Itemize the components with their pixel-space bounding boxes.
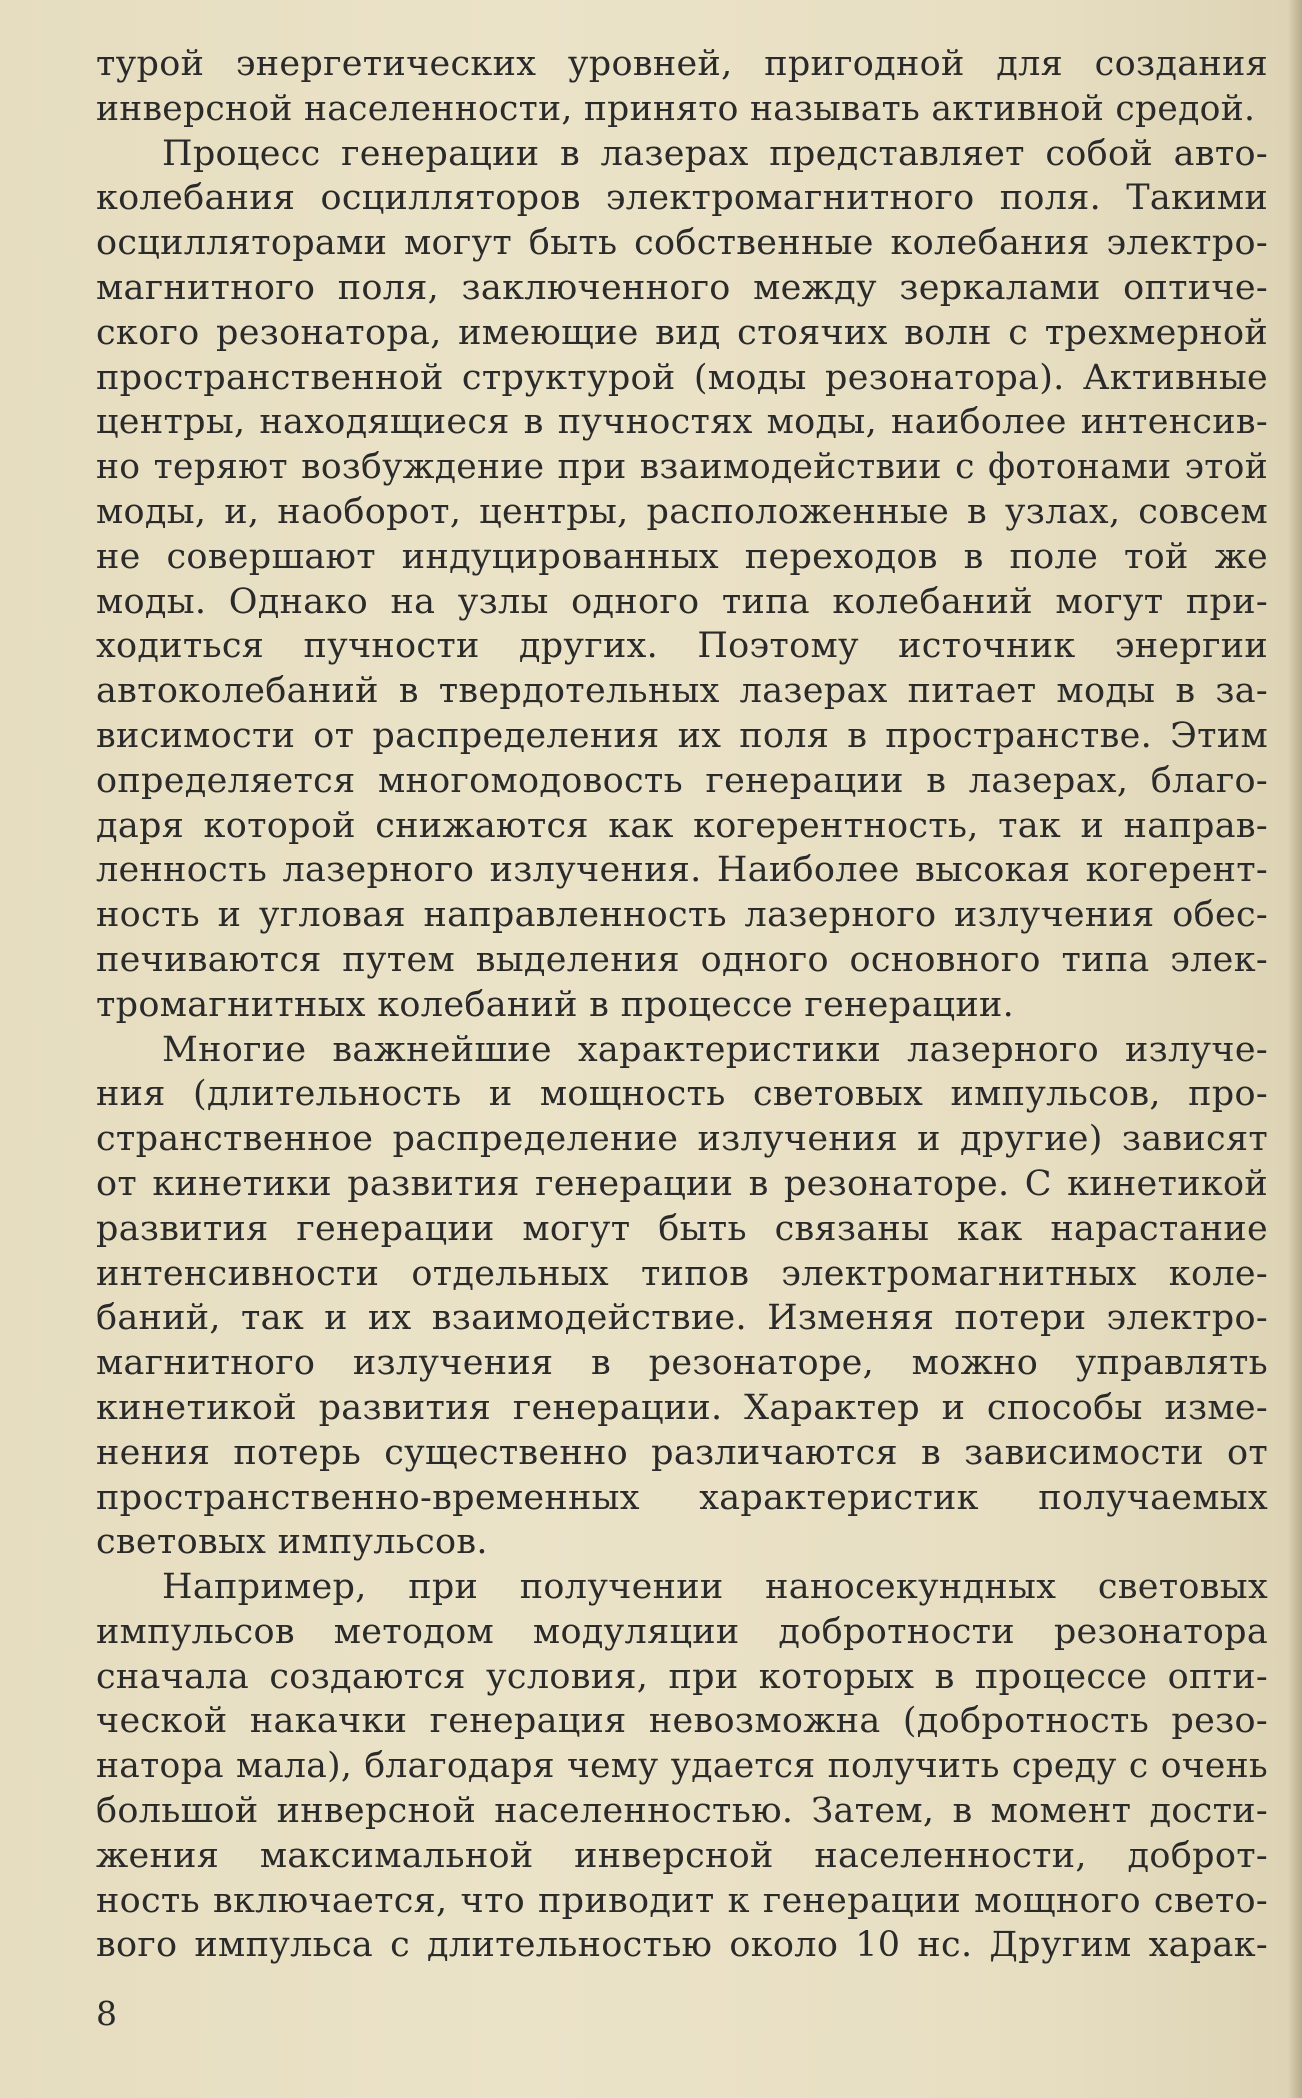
page-edge-shadow xyxy=(1288,0,1302,2098)
text-line: магнитного поля, заключенного между зеркалами оптиче- xyxy=(96,267,1268,308)
paragraph-4 xyxy=(96,1565,1268,1968)
text-line: инверсной населенности, принято называть активной средой. xyxy=(96,88,1256,129)
text-line: жения максимальной инверсной населенности, доброт- xyxy=(96,1835,1268,1876)
paragraph-2 xyxy=(96,132,1268,1028)
text-line: ность включается, что приводит к генерации мощного свето- xyxy=(96,1880,1268,1921)
text-line: магнитного излучения в резонаторе, можно управлять xyxy=(96,1343,1268,1384)
text-line: световых импульсов. xyxy=(96,1522,488,1563)
text-line: моды. Однако на узлы одного типа колебаний могут при- xyxy=(96,581,1268,622)
text-line: Например, при получении наносекундных световых xyxy=(162,1567,1268,1608)
text-line: не совершают индуцированных переходов в поле той же xyxy=(96,536,1268,577)
text-line: центры, находящиеся в пучностях моды, наиболее интенсив- xyxy=(96,402,1268,443)
text-line: ческой накачки генерация невозможна (добротность резо- xyxy=(96,1701,1268,1742)
text-line: развития генерации могут быть связаны как нарастание xyxy=(96,1208,1268,1249)
text-line: от кинетики развития генерации в резонаторе. С кинетикой xyxy=(96,1163,1268,1204)
text-line: колебания осцилляторов электромагнитного поля. Такими xyxy=(96,178,1268,219)
body-text xyxy=(96,42,1268,1968)
text-line: автоколебаний в твердотельных лазерах питает моды в за- xyxy=(96,671,1268,712)
text-line: сначала создаются условия, при которых в процессе опти- xyxy=(96,1656,1268,1697)
text-line: пространственной структурой (моды резонатора). Активные xyxy=(96,357,1268,398)
text-line: печиваются путем выделения одного основного типа элек- xyxy=(96,939,1268,980)
text-line: нения потерь существенно различаются в зависимости от xyxy=(96,1432,1268,1473)
text-line: тромагнитных колебаний в процессе генерации. xyxy=(96,984,1015,1025)
text-line: пространственно-временных характеристик получаемых xyxy=(96,1477,1268,1518)
text-line: ходиться пучности других. Поэтому источник энергии xyxy=(96,626,1268,667)
text-line: моды, и, наоборот, центры, расположенные в узлах, совсем xyxy=(96,491,1268,532)
paragraph-3 xyxy=(96,1028,1268,1566)
text-line: определяется многомодовость генерации в лазерах, благо- xyxy=(96,760,1268,801)
text-line: ского резонатора, имеющие вид стоячих волн с трехмерной xyxy=(96,312,1268,353)
text-line: но теряют возбуждение при взаимодействии с фотонами этой xyxy=(96,447,1268,488)
text-line: большой инверсной населенностью. Затем, в момент дости- xyxy=(96,1791,1268,1832)
text-line: странственное распределение излучения и другие) зависят xyxy=(96,1119,1268,1160)
text-line: ния (длительность и мощность световых импульсов, про- xyxy=(96,1074,1268,1115)
text-line: интенсивности отдельных типов электромагнитных коле- xyxy=(96,1253,1268,1294)
text-line: ность и угловая направленность лазерного излучения обес- xyxy=(96,895,1268,936)
text-line: Процесс генерации в лазерах представляет собой авто- xyxy=(162,133,1268,174)
text-line: импульсов методом модуляции добротности резонатора xyxy=(96,1611,1268,1652)
text-line: висимости от распределения их поля в пространстве. Этим xyxy=(96,715,1268,756)
text-line: кинетикой развития генерации. Характер и способы изме- xyxy=(96,1387,1268,1428)
text-line: даря которой снижаются как когерентность, так и направ- xyxy=(96,805,1268,846)
text-line: натора мала), благодаря чему удается получить среду с очень xyxy=(96,1746,1268,1787)
text-line: баний, так и их взаимодействие. Изменяя потери электро- xyxy=(96,1298,1268,1339)
text-line: вого импульса с длительностью около 10 нс. Другим харак- xyxy=(96,1925,1268,1966)
page-number: 8 xyxy=(96,1994,117,2033)
text-line: Многие важнейшие характеристики лазерного излуче- xyxy=(162,1029,1268,1070)
text-line: турой энергетических уровней, пригодной для создания xyxy=(96,44,1268,84)
paragraph-1 xyxy=(96,42,1268,132)
text-line: осцилляторами могут быть собственные колебания электро- xyxy=(96,223,1268,264)
text-line: ленность лазерного излучения. Наиболее высокая когерент- xyxy=(96,850,1268,891)
